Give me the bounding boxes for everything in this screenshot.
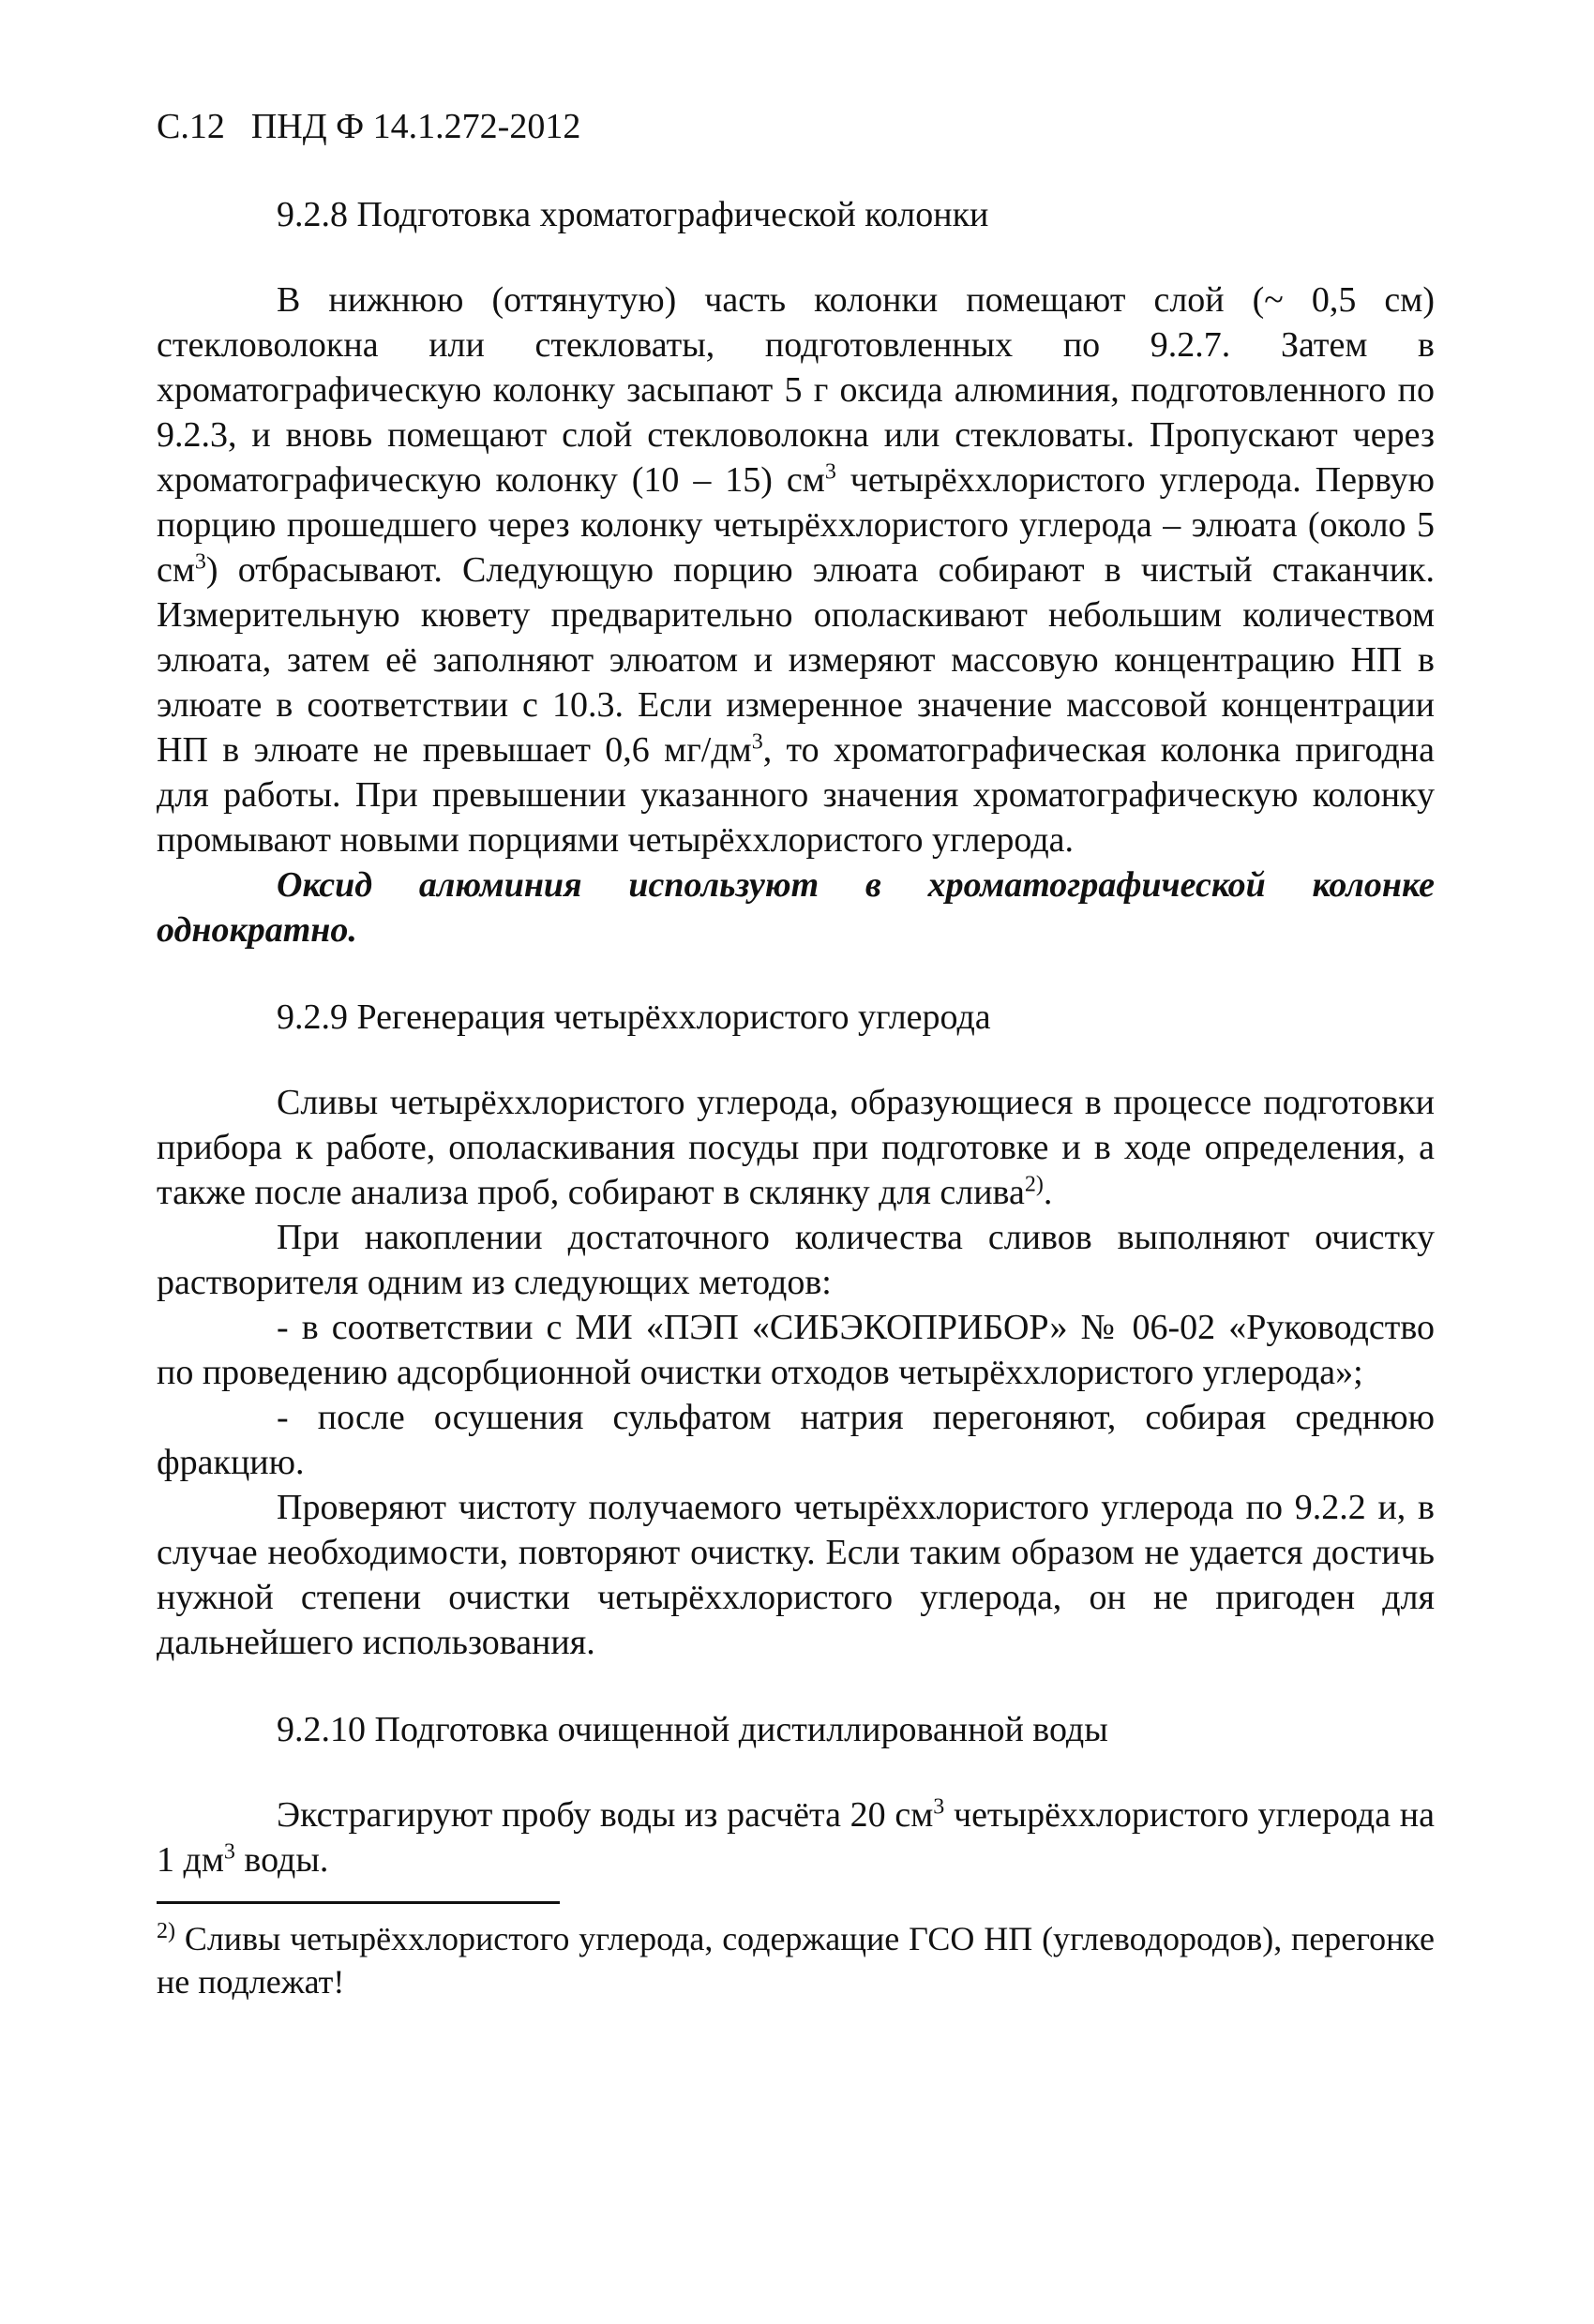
footnote-divider <box>157 1901 560 1904</box>
footnote: $^{2)}$ Сливы четырёххлористого углерода, содержащие ГСО НП (углеводородов), перегонке не подлежат! <box>157 1919 1435 2001</box>
page-header <box>157 105 1435 148</box>
paragraph-purity-check: Проверяют чистоту получаемого четырёххлористого углерода по 9.2.2 и, в случае необходимости, повторяют очистку. Если таким образом не удается достичь нужной степени очистки четырёххлористого углерода, он не пригоден для дальнейшего использования. <box>157 1488 1435 1662</box>
section-title-9-2-9: 9.2.9 Регенерация четырёххлористого углерода <box>277 997 991 1037</box>
section-title-9-2-8: 9.2.8 Подготовка хроматографической колонки <box>277 195 989 234</box>
footnote-mark: 2) <box>157 1919 175 1943</box>
paragraph-alumina-note: Оксид алюминия используют в хроматографической колонке однократно. <box>157 865 1435 950</box>
paragraph-cleaning-methods: При накоплении достаточного количества сливов выполняют очистку растворителя одним из следующих методов: <box>157 1218 1435 1302</box>
document-code: ПНД Ф 14.1.272-2012 <box>250 107 581 146</box>
paragraph-drains: Сливы четырёххлористого углерода, образующиеся в процессе подготовки прибора к работе, ополаскивания посуды при подготовке и в ходе определения, а также после анализа проб, собирают в склянку для слива$^{2)}$. <box>157 1083 1435 1212</box>
list-item-method-2: - после осушения сульфатом натрия перегоняют, собирая среднюю фракцию. <box>157 1398 1435 1482</box>
list-item-method-1: - в соответствии с МИ «ПЭП «СИБЭКОПРИБОР» № 06-02 «Руководство по проведению адсорбционной очистки отходов четырёххлористого углерода»; <box>157 1308 1435 1392</box>
page-number: С.12 <box>157 107 225 146</box>
paragraph-water-extraction: Экстрагируют пробу воды из расчёта 20 $см^3$ четырёххлористого углерода на 1 $дм^3$ воды. <box>157 1794 1436 1880</box>
footnote-reference: 2) <box>1024 1172 1044 1197</box>
section-title-9-2-10: 9.2.10 Подготовка очищенной дистиллированной воды <box>277 1710 1108 1749</box>
paragraph-column-preparation: В нижнюю (оттянутую) часть колонки помещают слой (~ 0,5 см) стекловолокна или стекловаты, подготовленных по 9.2.7. Затем в хроматографическую колонку засыпают 5 г оксида алюминия, подготовленного по 9.2.3, и вновь помещают слой стекловолокна или стекловаты. Пропускают через хроматографическую колонку (10 – 15) $см^3$ четырёххлористого углерода. Первую порцию прошедшего через колонку четырёххлористого углерода – элюата (около 5 $см^3$) отбрасывают. Следующую порцию элюата собирают в чистый стаканчик. Измерительную кювету предварительно ополаскивают небольшим количеством элюата, затем её заполняют элюатом и измеряют массовую концентрацию НП в элюате в соответствии с 10.3. Если измеренное значение массовой концентрации НП в элюате не превышает 0,6 $мг/дм^3$, то хроматографическая колонка пригодна для работы. При превышении указанного значения хроматографическую колонку промывают новыми порциями четырёххлористого углерода. <box>157 280 1435 860</box>
